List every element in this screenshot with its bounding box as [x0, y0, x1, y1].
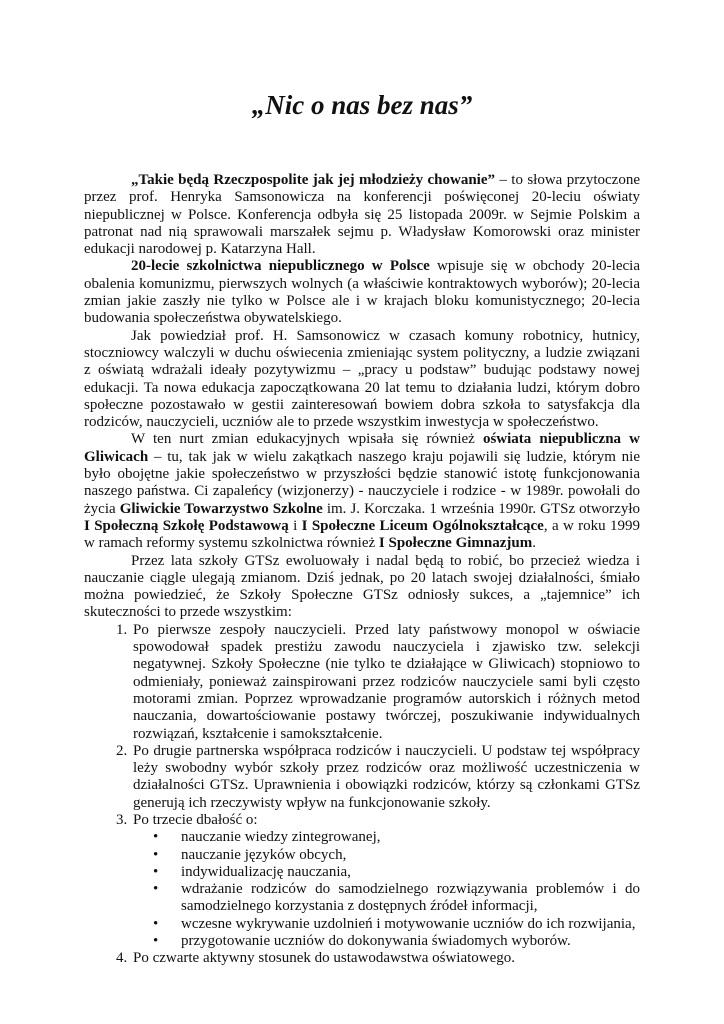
bullet-list	[133, 829, 640, 950]
bullet-item: • nauczanie wiedzy zintegrowanej,	[153, 829, 640, 846]
numbered-list	[84, 622, 640, 968]
paragraph-1: „Takie będą Rzeczpospolite jak jej młodzieży chowanie” – to słowa przytoczone przez prof. Henryka Samsonowicza na konferencji poświęconej 20-leciu oświaty niepublicznej w Polsce. Konferencja odbyła się 25 listopada 2009r. w Sejmie Polskim a patronat nad nią sprawowali marszałek sejmu p. Władysław Komorowski oraz minister edukacji narodowej p. Katarzyna Hall.	[84, 172, 640, 258]
bold-phrase: 20-lecie szkolnictwa niepublicznego w Polsce	[131, 258, 430, 275]
bullet-item: • wczesne wykrywanie uzdolnień i motywowanie uczniów do ich rozwijania,	[153, 916, 640, 933]
quote-bold: „Takie będą Rzeczpospolite jak jej młodzieży chowanie”	[131, 172, 496, 188]
paragraph-4: W ten nurt zmian edukacyjnych wpisała się również oświata niepubliczna w Gliwicach – tu, tak jak w wielu zakątkach naszego kraju pojawili się ludzie, którym nie było obojętne jakie społeczeństwo w przyszłości będzie stanowić istotę funkcjonowania naszego państwa. Ci zapaleńcy (wizjonerzy) - nauczyciele i rodzice - w 1989r. powołali do życia Gliwickie Towarzystwo Szkolne im. J. Korczaka. 1 września 1990r. GTSz otworzyło I Społeczną Szkołę Podstawową i I Społeczne Liceum Ogólnokształcące, a w roku 1999 w ramach reformy systemu szkolnictwa również I Społeczne Gimnazjum.	[84, 431, 641, 552]
list-item: 2. Po drugie partnerska współpraca rodziców i nauczycieli. U podstaw tej współpracy leży swobodny wybór szkoły przez rodziców oraz możliwość uczestniczenia w działalności GTSz. Uprawnienia i obowiązki rodziców, którzy są członkami GTSz generują ich rzeczywisty wpływ na funkcjonowanie szkoły.	[131, 743, 640, 812]
paragraph-3: Jak powiedział prof. H. Samsonowicz w czasach komuny robotnicy, hutnicy, stoczniowcy walczyli w duchu oświecenia zmieniając system polityczny, a ludzie związani z oświatą wdrażali ideały pozytywizmu – „pracy u podstaw” budując podstawy nowej edukacji. Ta nowa edukacja zapoczątkowana 20 lat temu to działania ludzi, którym dobro społeczne pozostawało w gestii zainteresowań bowiem dobra szkoła to satysfakcja dla rodziców, nauczycieli, uczniów ale to przede wszystkim inwestycja w społeczeństwo.	[84, 327, 640, 431]
bullet-item: • nauczanie języków obcych,	[153, 847, 640, 864]
paragraph-5: Przez lata szkoły GTSz ewoluowały i nadal będą to robić, bo przecież wiedza i nauczanie ciągle ulegają zmianom. Dziś jednak, po 20 latach swojej działalności, śmiało można powiedzieć, że Szkoły Społeczne GTSz odniosły sukces, a „tajemnice” ich skuteczności to przede wszystkim:	[84, 552, 640, 621]
list-item: 4. Po czwarte aktywny stosunek do ustawodawstwa oświatowego.	[131, 950, 640, 967]
bullet-item: • indywidualizację nauczania,	[153, 864, 640, 881]
bullet-item: • wdrażanie rodziców do samodzielnego rozwiązywania problemów i do samodzielnego korzystania z dostępnych źródeł informacji,	[153, 881, 640, 916]
page-title: „Nic o nas bez nas”	[251, 90, 473, 120]
list-item: 3. Po trzecie dbałość o: • nauczanie wiedzy zintegrowanej, • nauczanie języków obcych, • indywidualizację nauczania, • wdrażanie rodziców do samodzielnego rozwiązywania problemów i do samodzielnego korzystania z dostępnych źródeł informacji, • wczesne wykrywanie uzdolnień i motywowanie uczniów do ich rozwijania, • przygotowanie uczniów do dokonywania świadomych wyborów.	[131, 812, 640, 950]
bullet-item: • przygotowanie uczniów do dokonywania świadomych wyborów.	[153, 933, 640, 950]
list-item: 1. Po pierwsze zespoły nauczycieli. Przed laty państwowy monopol w oświacie spowodował spadek prestiżu zawodu nauczyciela i zjawisko tzw. selekcji negatywnej. Szkoły Społeczne (nie tylko te działające w Gliwicach) stopniowo to odmieniały, ponieważ zainspirowani przez rodziców nauczyciele sami byli często motorami zmian. Poprzez wprowadzanie programów autorskich i różnych metod nauczania, dowartościowanie postawy twórczej, poszukiwanie indywidualnych rozwiązań, kształcenie i samokształcenie.	[131, 622, 640, 743]
paragraph-2: 20-lecie szkolnictwa niepublicznego w Polsce wpisuje się w obchody 20-lecia obalenia komunizmu, pierwszych wolnych (a właściwie kontraktowych wyborów); 20-lecia zmian jakie zaszły nie tylko w Polsce ale i w krajach bloku komunistycznego; 20-lecia budowania społeczeństwa obywatelskiego.	[84, 258, 640, 327]
